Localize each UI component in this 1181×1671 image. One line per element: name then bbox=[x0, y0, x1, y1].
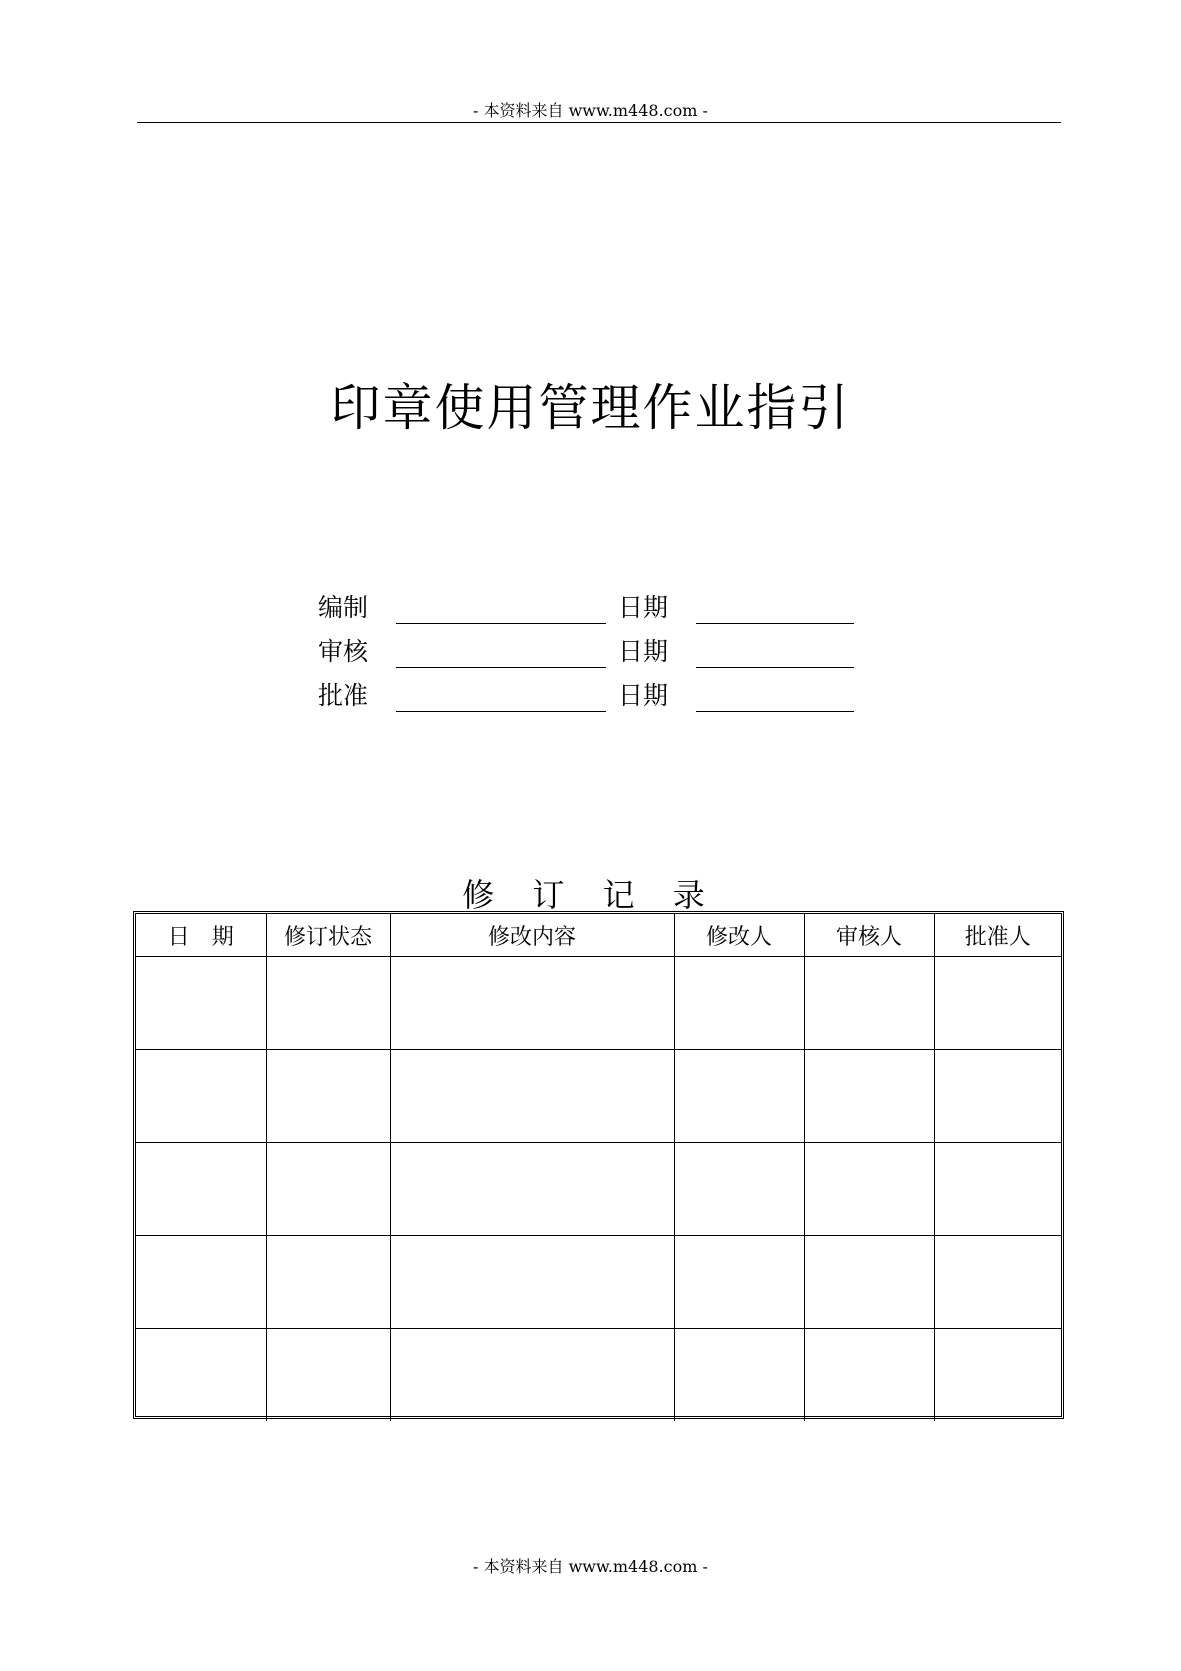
table-cell bbox=[136, 1050, 266, 1143]
signoff-label: 批准 bbox=[318, 681, 369, 710]
table-cell bbox=[804, 1329, 934, 1422]
column-header-date: 日 期 bbox=[136, 914, 266, 957]
table-cell bbox=[390, 1143, 674, 1236]
signoff-date-label: 日期 bbox=[618, 593, 669, 622]
signoff-date-line bbox=[696, 711, 854, 712]
table-cell bbox=[390, 1329, 674, 1422]
table-cell bbox=[266, 1050, 390, 1143]
table-cell bbox=[390, 1050, 674, 1143]
table-cell bbox=[934, 1236, 1061, 1329]
table-row bbox=[136, 957, 1061, 1050]
table-cell bbox=[674, 957, 804, 1050]
signoff-row-compile bbox=[318, 588, 858, 628]
revision-header-row bbox=[136, 914, 1061, 957]
signoff-date-line bbox=[696, 667, 854, 668]
table-cell bbox=[136, 957, 266, 1050]
signoff-label: 审核 bbox=[318, 637, 369, 666]
table-row bbox=[136, 1050, 1061, 1143]
column-header-modifier: 修改人 bbox=[674, 914, 804, 957]
table-row bbox=[136, 1143, 1061, 1236]
table-cell bbox=[266, 1236, 390, 1329]
table-cell bbox=[804, 957, 934, 1050]
table-cell bbox=[934, 1050, 1061, 1143]
table-cell bbox=[136, 1236, 266, 1329]
revision-table bbox=[136, 914, 1061, 1421]
revision-record-title: 修 订 记 录 bbox=[462, 876, 719, 914]
column-header-approver: 批准人 bbox=[934, 914, 1061, 957]
table-cell bbox=[674, 1236, 804, 1329]
table-cell bbox=[934, 1329, 1061, 1422]
table-cell bbox=[390, 957, 674, 1050]
signoff-row-approve bbox=[318, 676, 858, 716]
table-cell bbox=[136, 1143, 266, 1236]
signoff-date-label: 日期 bbox=[618, 637, 669, 666]
revision-table-body bbox=[136, 957, 1061, 1422]
table-cell bbox=[804, 1143, 934, 1236]
table-cell bbox=[390, 1236, 674, 1329]
page-header-source: - 本资料来自 www.m448.com - bbox=[473, 101, 708, 120]
header-rule bbox=[137, 122, 1061, 123]
column-header-reviewer: 审核人 bbox=[804, 914, 934, 957]
document-title: 印章使用管理作业指引 bbox=[330, 379, 851, 437]
signoff-name-line bbox=[396, 667, 606, 668]
table-cell bbox=[934, 957, 1061, 1050]
table-row bbox=[136, 1236, 1061, 1329]
table-cell bbox=[266, 957, 390, 1050]
signoff-name-line bbox=[396, 711, 606, 712]
table-cell bbox=[266, 1329, 390, 1422]
signoff-date-label: 日期 bbox=[618, 681, 669, 710]
table-cell bbox=[934, 1143, 1061, 1236]
column-header-status: 修订状态 bbox=[266, 914, 390, 957]
revision-table-frame bbox=[133, 911, 1064, 1419]
signoff-row-review bbox=[318, 632, 858, 672]
table-cell bbox=[674, 1143, 804, 1236]
table-cell bbox=[674, 1329, 804, 1422]
signoff-label: 编制 bbox=[318, 593, 369, 622]
page-footer-source: - 本资料来自 www.m448.com - bbox=[473, 1557, 708, 1576]
signoff-date-line bbox=[696, 623, 854, 624]
table-row bbox=[136, 1329, 1061, 1422]
table-cell bbox=[804, 1050, 934, 1143]
table-cell bbox=[136, 1329, 266, 1422]
table-cell bbox=[266, 1143, 390, 1236]
column-header-content: 修改内容 bbox=[390, 914, 674, 957]
table-cell bbox=[674, 1050, 804, 1143]
table-cell bbox=[804, 1236, 934, 1329]
signoff-name-line bbox=[396, 623, 606, 624]
